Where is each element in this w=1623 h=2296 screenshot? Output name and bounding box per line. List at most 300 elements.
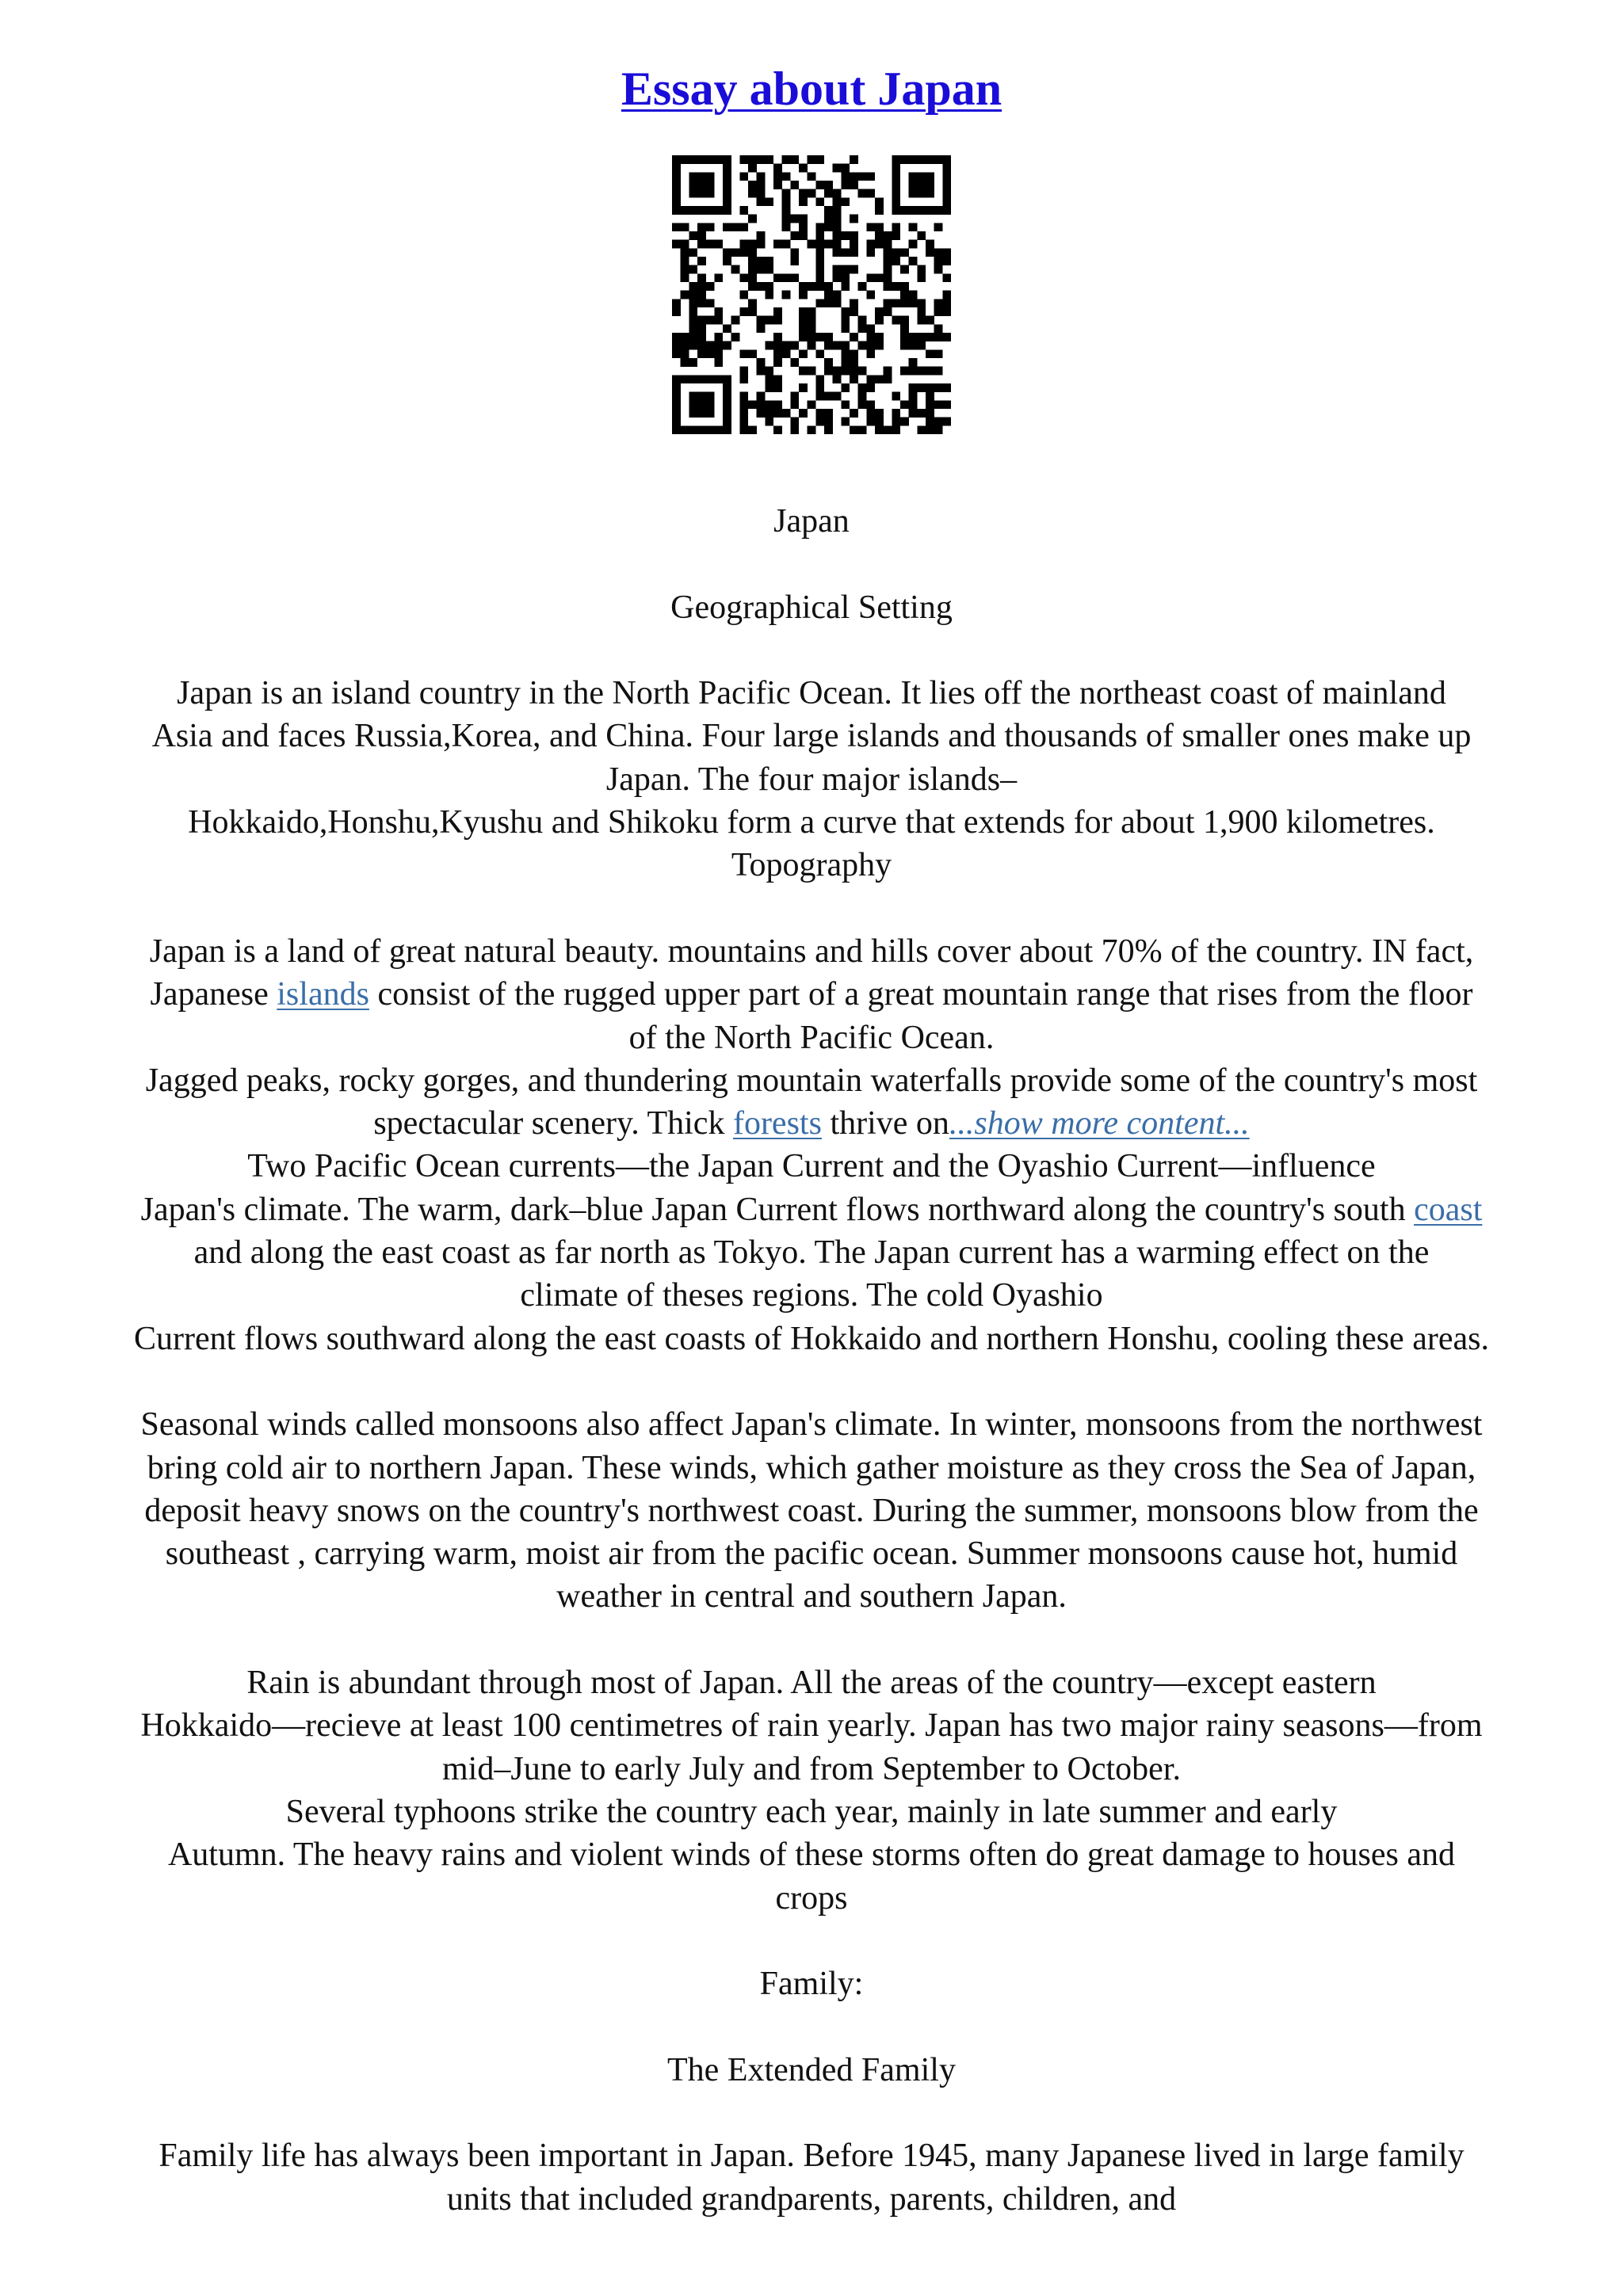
qr-module (900, 282, 909, 291)
qr-module (790, 215, 799, 223)
qr-module (697, 172, 706, 181)
qr-module (739, 367, 748, 376)
qr-module (833, 215, 842, 223)
paragraph-line: Two Pacific Ocean currents—the Japan Current and the Oyashio Current—influence (247, 1148, 1376, 1185)
qr-module (748, 215, 757, 223)
essay-body (48, 500, 1575, 2221)
qr-module (926, 316, 934, 325)
heading-geographical-setting: Geographical Setting (670, 589, 953, 626)
qr-module (714, 240, 723, 249)
qr-module (850, 299, 858, 307)
qr-module (815, 409, 824, 418)
qr-module (875, 425, 884, 434)
qr-module (799, 324, 808, 333)
qr-module (697, 291, 706, 299)
qr-module (757, 172, 766, 181)
qr-module (875, 206, 884, 215)
qr-module (672, 392, 681, 401)
qr-module (917, 333, 926, 341)
qr-module (884, 240, 892, 249)
qr-module (815, 248, 824, 257)
qr-module (942, 257, 951, 265)
qr-module (942, 291, 951, 299)
qr-module (850, 367, 858, 376)
qr-module (689, 400, 697, 409)
qr-module (815, 392, 824, 401)
qr-module (706, 282, 715, 291)
show-more-link[interactable]: ...show more content... (949, 1105, 1250, 1142)
qr-module (689, 155, 697, 164)
qr-module (815, 299, 824, 307)
qr-module (689, 282, 697, 291)
paragraph-line: weather in central and southern Japan. (556, 1578, 1067, 1615)
qr-module (672, 341, 681, 350)
qr-module (808, 400, 816, 409)
qr-module (799, 409, 808, 418)
qr-module (739, 155, 748, 164)
paragraph-line: Asia and faces Russia,Korea, and China. Four large islands and thousands of smaller ones make up (151, 718, 1472, 755)
qr-module (706, 299, 715, 307)
qr-module (942, 333, 951, 341)
qr-module (697, 155, 706, 164)
qr-module (892, 223, 900, 231)
qr-module (900, 248, 909, 257)
qr-module (706, 375, 715, 383)
qr-module (824, 333, 833, 341)
qr-module (942, 172, 951, 181)
qr-module (942, 418, 951, 426)
qr-module (782, 291, 791, 299)
qr-module (790, 418, 799, 426)
qr-module (799, 164, 808, 173)
qr-module (866, 409, 875, 418)
qr-module (748, 248, 757, 257)
qr-module (934, 425, 943, 434)
qr-module (866, 189, 875, 198)
qr-module (909, 291, 918, 299)
qr-module (681, 240, 689, 249)
qr-module (942, 155, 951, 164)
qr-module (934, 349, 943, 358)
qr-module (808, 341, 816, 350)
qr-module (689, 206, 697, 215)
qr-module (909, 240, 918, 249)
qr-module (884, 257, 892, 265)
qr-module (672, 400, 681, 409)
qr-module (808, 307, 816, 316)
qr-module (723, 341, 731, 350)
qr-module (833, 291, 842, 299)
qr-module (866, 273, 875, 282)
qr-module (926, 349, 934, 358)
qr-module (824, 189, 833, 198)
paragraph-line: units that included grandparents, parents, children, and (446, 2180, 1177, 2218)
qr-module (765, 155, 773, 164)
qr-module (773, 425, 782, 434)
qr-module (815, 197, 824, 206)
qr-module (799, 215, 808, 223)
qr-module (892, 299, 900, 307)
qr-module (934, 307, 943, 316)
qr-module (697, 273, 706, 282)
qr-module (892, 164, 900, 173)
qr-module (672, 155, 681, 164)
qr-module (697, 400, 706, 409)
forests-link[interactable]: forests (732, 1105, 822, 1142)
qr-module (672, 164, 681, 173)
qr-module (681, 265, 689, 274)
qr-module (739, 409, 748, 418)
qr-module (824, 181, 833, 189)
qr-module (808, 172, 816, 181)
qr-module (689, 231, 697, 240)
qr-module (942, 273, 951, 282)
qr-module (765, 282, 773, 291)
qr-module (790, 392, 799, 401)
paragraph-line: Japan. The four major islands– (605, 761, 1018, 798)
qr-module (782, 189, 791, 198)
qr-module (841, 316, 850, 325)
qr-module (841, 341, 850, 350)
qr-module (917, 273, 926, 282)
qr-module (926, 367, 934, 376)
qr-module (892, 206, 900, 215)
qr-module (799, 197, 808, 206)
qr-module (866, 291, 875, 299)
qr-module (697, 392, 706, 401)
qr-module (706, 341, 715, 350)
qr-module (841, 367, 850, 376)
qr-module (681, 248, 689, 257)
qr-module (748, 265, 757, 274)
qr-module (757, 155, 766, 164)
qr-module (815, 383, 824, 392)
heading-family: Family: (759, 1966, 864, 2003)
qr-module (723, 392, 731, 401)
qr-module (866, 333, 875, 341)
qr-module (926, 333, 934, 341)
qr-module (926, 418, 934, 426)
qr-module (926, 240, 934, 249)
qr-module (757, 265, 766, 274)
qr-module (909, 299, 918, 307)
qr-module (672, 172, 681, 181)
qr-module (689, 172, 697, 181)
islands-link[interactable]: islands (277, 976, 369, 1013)
paragraph-line: Current flows southward along the east coasts of Hokkaido and northern Honshu, cooling these areas. (134, 1320, 1489, 1357)
qr-module (824, 206, 833, 215)
qr-module (723, 375, 731, 383)
qr-module (697, 189, 706, 198)
qr-module (706, 425, 715, 434)
qr-module (841, 172, 850, 181)
qr-module (884, 248, 892, 257)
qr-module (875, 409, 884, 418)
qr-module (892, 316, 900, 325)
qr-module (850, 349, 858, 358)
qr-module (757, 400, 766, 409)
qr-module (900, 291, 909, 299)
coast-link[interactable]: coast (1414, 1191, 1483, 1228)
qr-module (672, 299, 681, 307)
qr-module (917, 172, 926, 181)
qr-module (917, 341, 926, 350)
qr-module (799, 349, 808, 358)
qr-module (892, 425, 900, 434)
qr-module (681, 206, 689, 215)
qr-module (748, 164, 757, 173)
qr-module (697, 375, 706, 383)
qr-module (757, 409, 766, 418)
qr-module (782, 240, 791, 249)
qr-module (909, 172, 918, 181)
qr-module (892, 257, 900, 265)
qr-module (681, 349, 689, 358)
qr-module (689, 333, 697, 341)
qr-module (799, 189, 808, 198)
essay-title (0, 57, 1623, 120)
essay-title-link[interactable]: Essay about Japan (621, 63, 1002, 115)
qr-module (773, 172, 782, 181)
qr-module (884, 282, 892, 291)
paragraph-line: bring cold air to northern Japan. These winds, which gather moisture as they cross the Sea of Japan, (147, 1449, 1476, 1486)
qr-module (739, 273, 748, 282)
qr-module (672, 181, 681, 189)
qr-module (799, 333, 808, 341)
qr-module (858, 383, 867, 392)
qr-module (917, 231, 926, 240)
qr-module (706, 172, 715, 181)
qr-module (900, 418, 909, 426)
qr-module (900, 324, 909, 333)
qr-module (909, 392, 918, 401)
qr-module (689, 307, 697, 316)
qr-module (934, 155, 943, 164)
qr-module (748, 257, 757, 265)
qr-module (917, 206, 926, 215)
qr-module (917, 425, 926, 434)
qr-module (934, 223, 943, 231)
qr-module (866, 172, 875, 181)
qr-module (833, 392, 842, 401)
qr-module (757, 181, 766, 189)
qr-module (765, 367, 773, 376)
qr-module (748, 181, 757, 189)
qr-module (765, 316, 773, 325)
qr-module (773, 400, 782, 409)
qr-module (714, 349, 723, 358)
qr-module (926, 206, 934, 215)
qr-module (681, 257, 689, 265)
qr-module (850, 358, 858, 367)
qr-module (706, 223, 715, 231)
qr-module (697, 333, 706, 341)
qr-module (900, 206, 909, 215)
qr-module (866, 341, 875, 350)
qr-module (697, 349, 706, 358)
qr-module (723, 248, 731, 257)
qr-module (833, 341, 842, 350)
qr-module (858, 282, 867, 291)
qr-module (892, 155, 900, 164)
qr-module (926, 400, 934, 409)
qr-module (926, 248, 934, 257)
qr-module (833, 164, 842, 173)
qr-module (850, 333, 858, 341)
qr-module (850, 240, 858, 249)
paragraph-line: Rain is abundant through most of Japan. All the areas of the country—except eastern (246, 1665, 1377, 1702)
qr-module (689, 341, 697, 350)
qr-module (790, 273, 799, 282)
qr-module (909, 383, 918, 392)
qr-module (689, 316, 697, 325)
qr-module (934, 400, 943, 409)
qr-module (884, 425, 892, 434)
qr-module (909, 181, 918, 189)
qr-module (731, 248, 740, 257)
qr-module (909, 206, 918, 215)
qr-module (697, 299, 706, 307)
qr-module (858, 367, 867, 376)
qr-module (757, 189, 766, 198)
qr-module (841, 265, 850, 274)
qr-code (672, 155, 951, 434)
qr-module (815, 181, 824, 189)
qr-module (799, 231, 808, 240)
qr-module (815, 265, 824, 274)
qr-module (909, 333, 918, 341)
qr-module (833, 223, 842, 231)
qr-module (850, 155, 858, 164)
qr-module (723, 164, 731, 173)
qr-module (942, 248, 951, 257)
qr-module (723, 418, 731, 426)
qr-module (739, 206, 748, 215)
qr-module (875, 307, 884, 316)
qr-module (858, 341, 867, 350)
qr-module (841, 324, 850, 333)
qr-module (824, 392, 833, 401)
qr-module (697, 223, 706, 231)
qr-module (875, 197, 884, 206)
qr-module (748, 240, 757, 249)
paragraph-line: deposit heavy snows on the country's northwest coast. During the summer, monsoons blow from the (144, 1492, 1479, 1529)
qr-module (934, 367, 943, 376)
qr-module (808, 333, 816, 341)
qr-module (689, 299, 697, 307)
heading-extended-family: The Extended Family (667, 2051, 956, 2088)
qr-module (841, 164, 850, 173)
qr-module (884, 265, 892, 274)
qr-module (689, 425, 697, 434)
qr-module (866, 383, 875, 392)
qr-module (714, 316, 723, 325)
qr-module (824, 291, 833, 299)
qr-module (824, 240, 833, 249)
qr-module (723, 425, 731, 434)
qr-module (917, 409, 926, 418)
qr-module (689, 181, 697, 189)
qr-module (866, 349, 875, 358)
qr-module (672, 223, 681, 231)
qr-module (892, 172, 900, 181)
qr-module (672, 197, 681, 206)
qr-module (866, 223, 875, 231)
qr-module (672, 409, 681, 418)
qr-module (672, 206, 681, 215)
qr-module (841, 181, 850, 189)
qr-module (850, 231, 858, 240)
qr-module (892, 181, 900, 189)
qr-module (723, 181, 731, 189)
qr-module (934, 383, 943, 392)
qr-module (841, 282, 850, 291)
paragraph-line: Hokkaido—recieve at least 100 centimetres of rain yearly. Japan has two major rainy seasons—from (140, 1707, 1483, 1745)
qr-module (875, 418, 884, 426)
qr-module (748, 282, 757, 291)
qr-module (909, 409, 918, 418)
qr-module (773, 409, 782, 418)
qr-module (799, 367, 808, 376)
qr-module (884, 273, 892, 282)
qr-module (790, 181, 799, 189)
qr-module (900, 316, 909, 325)
qr-module (866, 400, 875, 409)
qr-module (765, 265, 773, 274)
qr-module (672, 425, 681, 434)
qr-module (917, 265, 926, 274)
qr-module (824, 282, 833, 291)
qr-module (739, 418, 748, 426)
qr-module (773, 240, 782, 249)
qr-module (858, 316, 867, 325)
qr-module (723, 257, 731, 265)
qr-module (850, 215, 858, 223)
qr-module (748, 307, 757, 316)
qr-module (942, 164, 951, 173)
qr-module (706, 240, 715, 249)
qr-module (782, 206, 791, 215)
qr-module (841, 418, 850, 426)
qr-module (765, 400, 773, 409)
qr-module (833, 265, 842, 274)
qr-module (689, 375, 697, 383)
qr-module (773, 341, 782, 350)
qr-module (884, 231, 892, 240)
qr-module (808, 316, 816, 325)
qr-module (731, 265, 740, 274)
qr-module (824, 367, 833, 376)
qr-module (833, 231, 842, 240)
qr-module (723, 223, 731, 231)
paragraph-line: Several typhoons strike the country each year, mainly in late summer and early (285, 1793, 1338, 1830)
qr-module (917, 155, 926, 164)
qr-module (884, 299, 892, 307)
qr-module (697, 240, 706, 249)
paragraph-line: crops (775, 1879, 848, 1917)
qr-module (799, 316, 808, 325)
qr-module (706, 155, 715, 164)
paragraph-line: of the North Pacific Ocean. (628, 1019, 995, 1056)
qr-module (815, 231, 824, 240)
qr-module (706, 189, 715, 198)
qr-module (892, 231, 900, 240)
qr-module (773, 307, 782, 316)
qr-module (689, 291, 697, 299)
qr-module (723, 172, 731, 181)
qr-module (681, 358, 689, 367)
qr-module (773, 349, 782, 358)
